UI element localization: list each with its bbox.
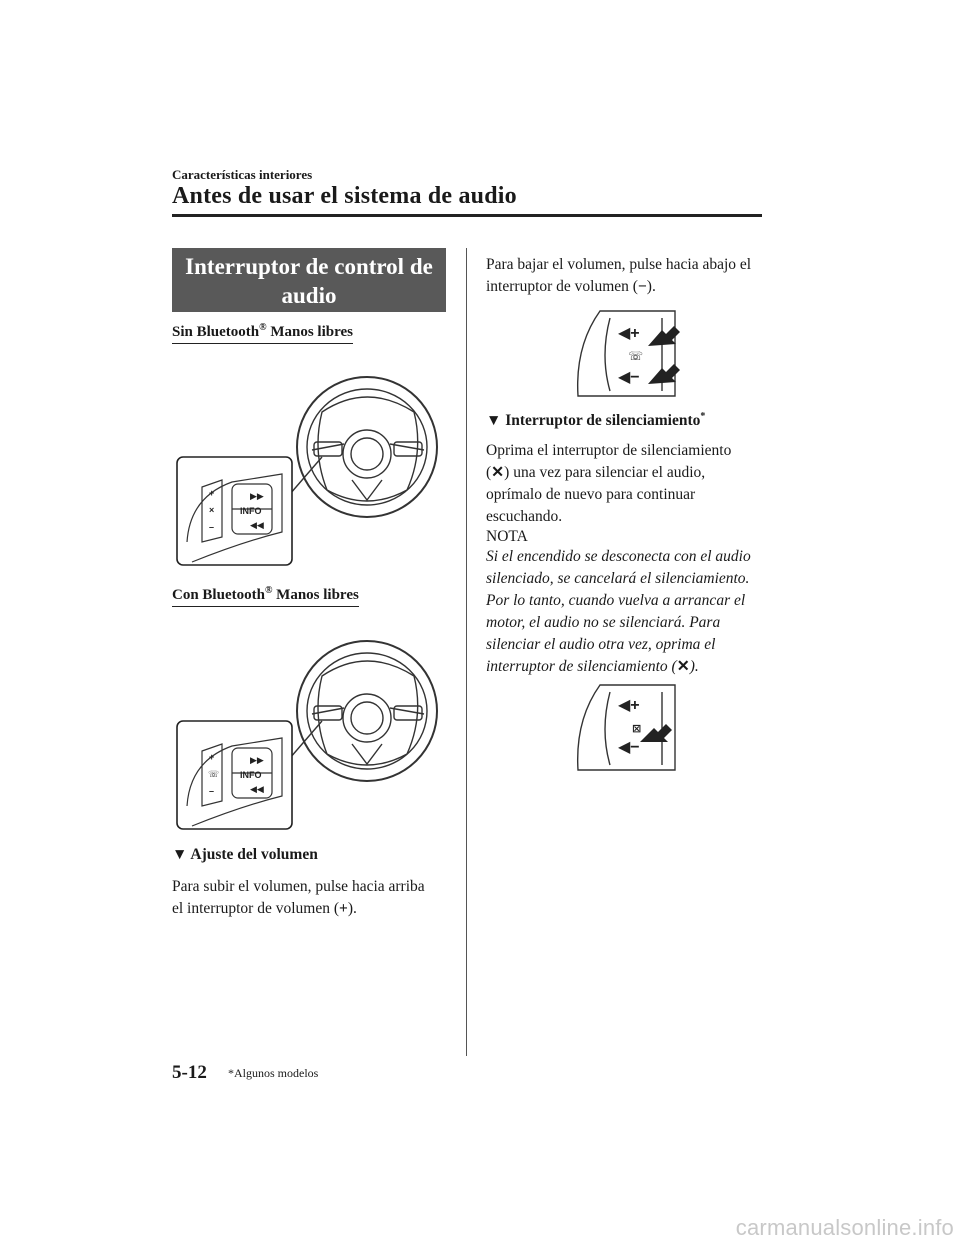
note-label: NOTA [486, 528, 528, 545]
title-rule [172, 214, 762, 217]
volume-up-text: el interruptor de volumen ( [172, 900, 340, 917]
note-line [486, 656, 776, 678]
page-number: 5-12 [172, 1062, 207, 1083]
mute-text: ) una vez para silenciar el audio, [504, 464, 706, 481]
audio-control-heading-line2: audio [281, 283, 337, 308]
footnote: *Algunos modelos [228, 1066, 319, 1080]
svg-text:▶▶: ▶▶ [250, 755, 264, 765]
registered-mark: ® [264, 585, 273, 596]
note-text-span: interruptor de silenciamiento ( [486, 658, 677, 675]
volume-up-paragraph [172, 876, 462, 920]
subheading-text: Con Bluetooth [172, 587, 265, 603]
subheading-text: Sin Bluetooth [172, 324, 260, 340]
mute-heading [486, 411, 705, 430]
volume-heading [172, 846, 318, 864]
plus-icon: + [339, 900, 348, 917]
note-line: Si el encendido se desconecta con el audio [486, 548, 751, 565]
volume-switch-down-illustration [570, 306, 680, 404]
triangle-bullet-icon: ▼ [172, 846, 188, 863]
steering-wheel-illustration-no-bluetooth [172, 372, 442, 572]
minus-icon: − [637, 278, 647, 295]
svg-text:⊠: ⊠ [632, 723, 642, 735]
mute-icon: ✕ [491, 464, 505, 481]
steering-wheel-illustration-bluetooth [172, 636, 442, 836]
svg-text:☏: ☏ [208, 769, 220, 779]
mute-text: ( [486, 464, 492, 481]
volume-down-text-end: ). [646, 278, 656, 295]
svg-text:◀−: ◀− [618, 369, 640, 386]
page-title: Antes de usar el sistema de audio [172, 183, 517, 209]
mute-icon: ✕ [676, 658, 690, 675]
svg-text:×: × [209, 505, 215, 515]
triangle-bullet-icon: ▼ [486, 412, 502, 430]
volume-up-line2 [172, 898, 462, 920]
audio-control-heading-line1: Interruptor de control de [185, 254, 433, 279]
note-text [486, 546, 776, 678]
column-divider [466, 248, 467, 1056]
svg-text:–: – [209, 786, 215, 796]
note-line: Por lo tanto, cuando vuelva a arrancar el [486, 592, 746, 609]
subheading-text: Manos libres [266, 324, 353, 340]
volume-down-line2 [486, 276, 776, 298]
mute-paragraph [486, 440, 776, 528]
svg-text:+: + [209, 752, 215, 762]
svg-text:◀−: ◀− [618, 739, 640, 756]
info-label: INFO [240, 506, 262, 516]
info-label: INFO [240, 770, 262, 780]
svg-text:◀+: ◀+ [618, 325, 640, 342]
svg-text:☏: ☏ [628, 349, 644, 363]
mute-switch-illustration [570, 680, 680, 778]
subheading-text: Manos libres [272, 587, 359, 603]
svg-text:◀◀: ◀◀ [250, 784, 264, 794]
volume-up-line1: Para subir el volumen, pulse hacia arriba [172, 878, 425, 895]
svg-text:–: – [209, 522, 215, 532]
svg-text:◀◀: ◀◀ [250, 520, 264, 530]
volume-down-text: interruptor de volumen ( [486, 278, 638, 295]
note-line: silenciar el audio otra vez, oprima el [486, 636, 716, 653]
mute-line3: oprímalo de nuevo para continuar [486, 486, 696, 503]
mute-heading-text: Interruptor de silenciamiento [505, 412, 701, 430]
mute-line4: escuchando. [486, 508, 563, 525]
asterisk-mark: * [700, 411, 706, 422]
note-text-span: ). [689, 658, 699, 675]
volume-up-text-end: ). [347, 900, 357, 917]
subheading-with-bluetooth [172, 585, 359, 607]
volume-heading-text: Ajuste del volumen [190, 846, 318, 863]
watermark: carmanualsonline.info [735, 1215, 954, 1240]
volume-down-paragraph [486, 254, 776, 298]
volume-down-line1: Para bajar el volumen, pulse hacia abajo el [486, 256, 752, 273]
svg-text:◀+: ◀+ [618, 697, 640, 714]
section-label: Características interiores [172, 167, 313, 182]
note-line: motor, el audio no se silenciará. Para [486, 614, 721, 631]
mute-line1: Oprima el interruptor de silenciamiento [486, 442, 732, 459]
subheading-without-bluetooth [172, 322, 353, 344]
svg-text:+: + [209, 488, 215, 498]
registered-mark: ® [259, 322, 267, 333]
audio-control-heading-box [172, 248, 446, 312]
svg-text:▶▶: ▶▶ [250, 491, 264, 501]
mute-line2 [486, 462, 776, 484]
note-line: silenciado, se cancelará el silenciamiento. [486, 570, 750, 587]
